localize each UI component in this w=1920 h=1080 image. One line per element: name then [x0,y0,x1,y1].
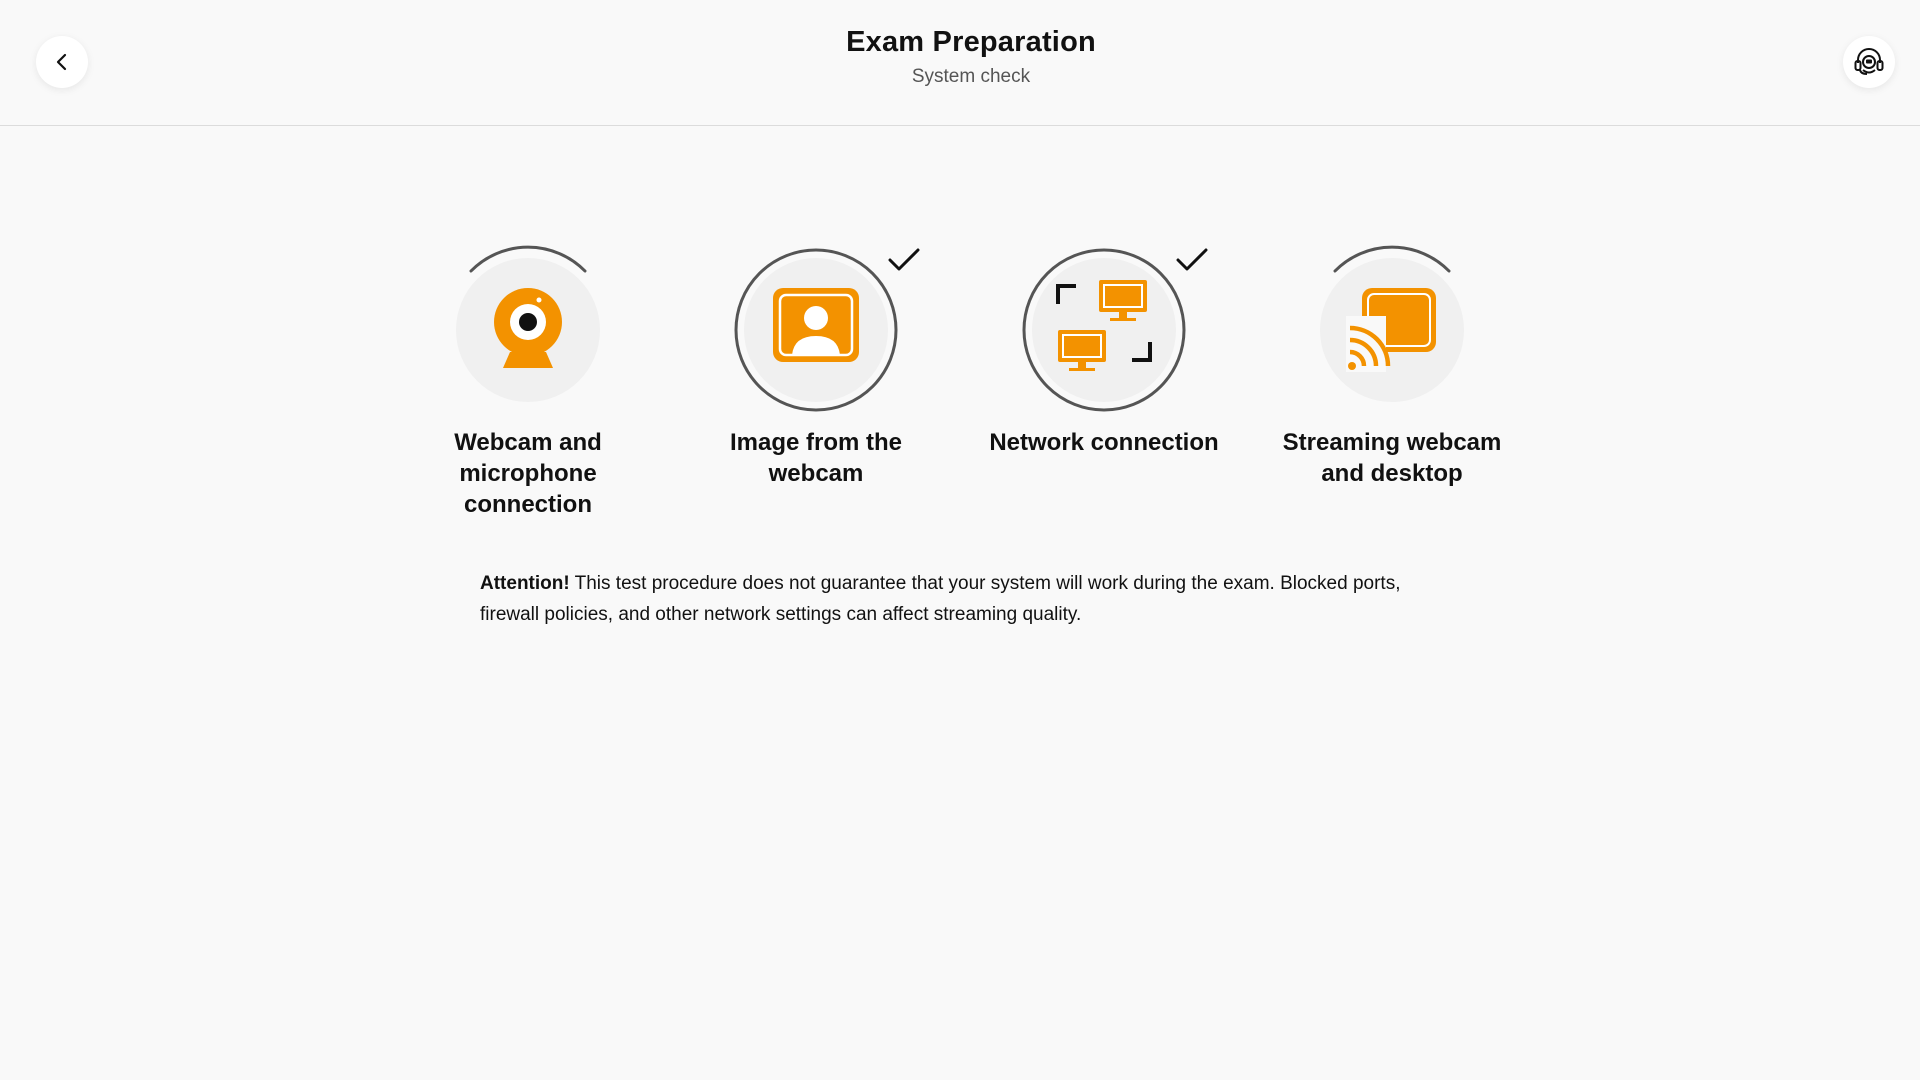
page-title: Exam Preparation [846,26,1096,58]
notice-prefix: Attention! [480,573,570,594]
notice-text: This test procedure does not guarantee that your system will work during the exam. Blocked ports, firewall policies, and other network settings can affect streaming quality. [480,573,1401,625]
support-button[interactable] [1843,36,1895,88]
step-webcam-image [696,245,936,489]
step-status-indicator [731,245,901,415]
user-portrait-icon [766,280,866,380]
checkmark-icon [887,245,921,275]
step-label: Streaming webcam and desktop [1282,429,1502,487]
step-network-connection [984,245,1224,458]
step-label: Webcam and microphone connection [454,429,602,518]
network-computers-icon [1054,280,1154,380]
headset-support-icon [1852,45,1886,79]
step-status-indicator [1307,245,1477,415]
cast-stream-icon [1342,280,1442,380]
webcam-icon [478,280,578,380]
step-label: Image from the webcam [729,429,903,487]
step-status-indicator [443,245,613,415]
step-status-indicator [1019,245,1189,415]
checkmark-icon [1175,245,1209,275]
system-check-steps [0,245,1920,535]
header-bar [0,0,1920,126]
step-streaming [1272,245,1512,489]
attention-notice [480,568,1440,630]
title-block [0,22,1920,90]
page-subtitle: System check [911,66,1031,87]
step-webcam-microphone [408,245,648,520]
step-label: Network connection [989,429,1219,456]
